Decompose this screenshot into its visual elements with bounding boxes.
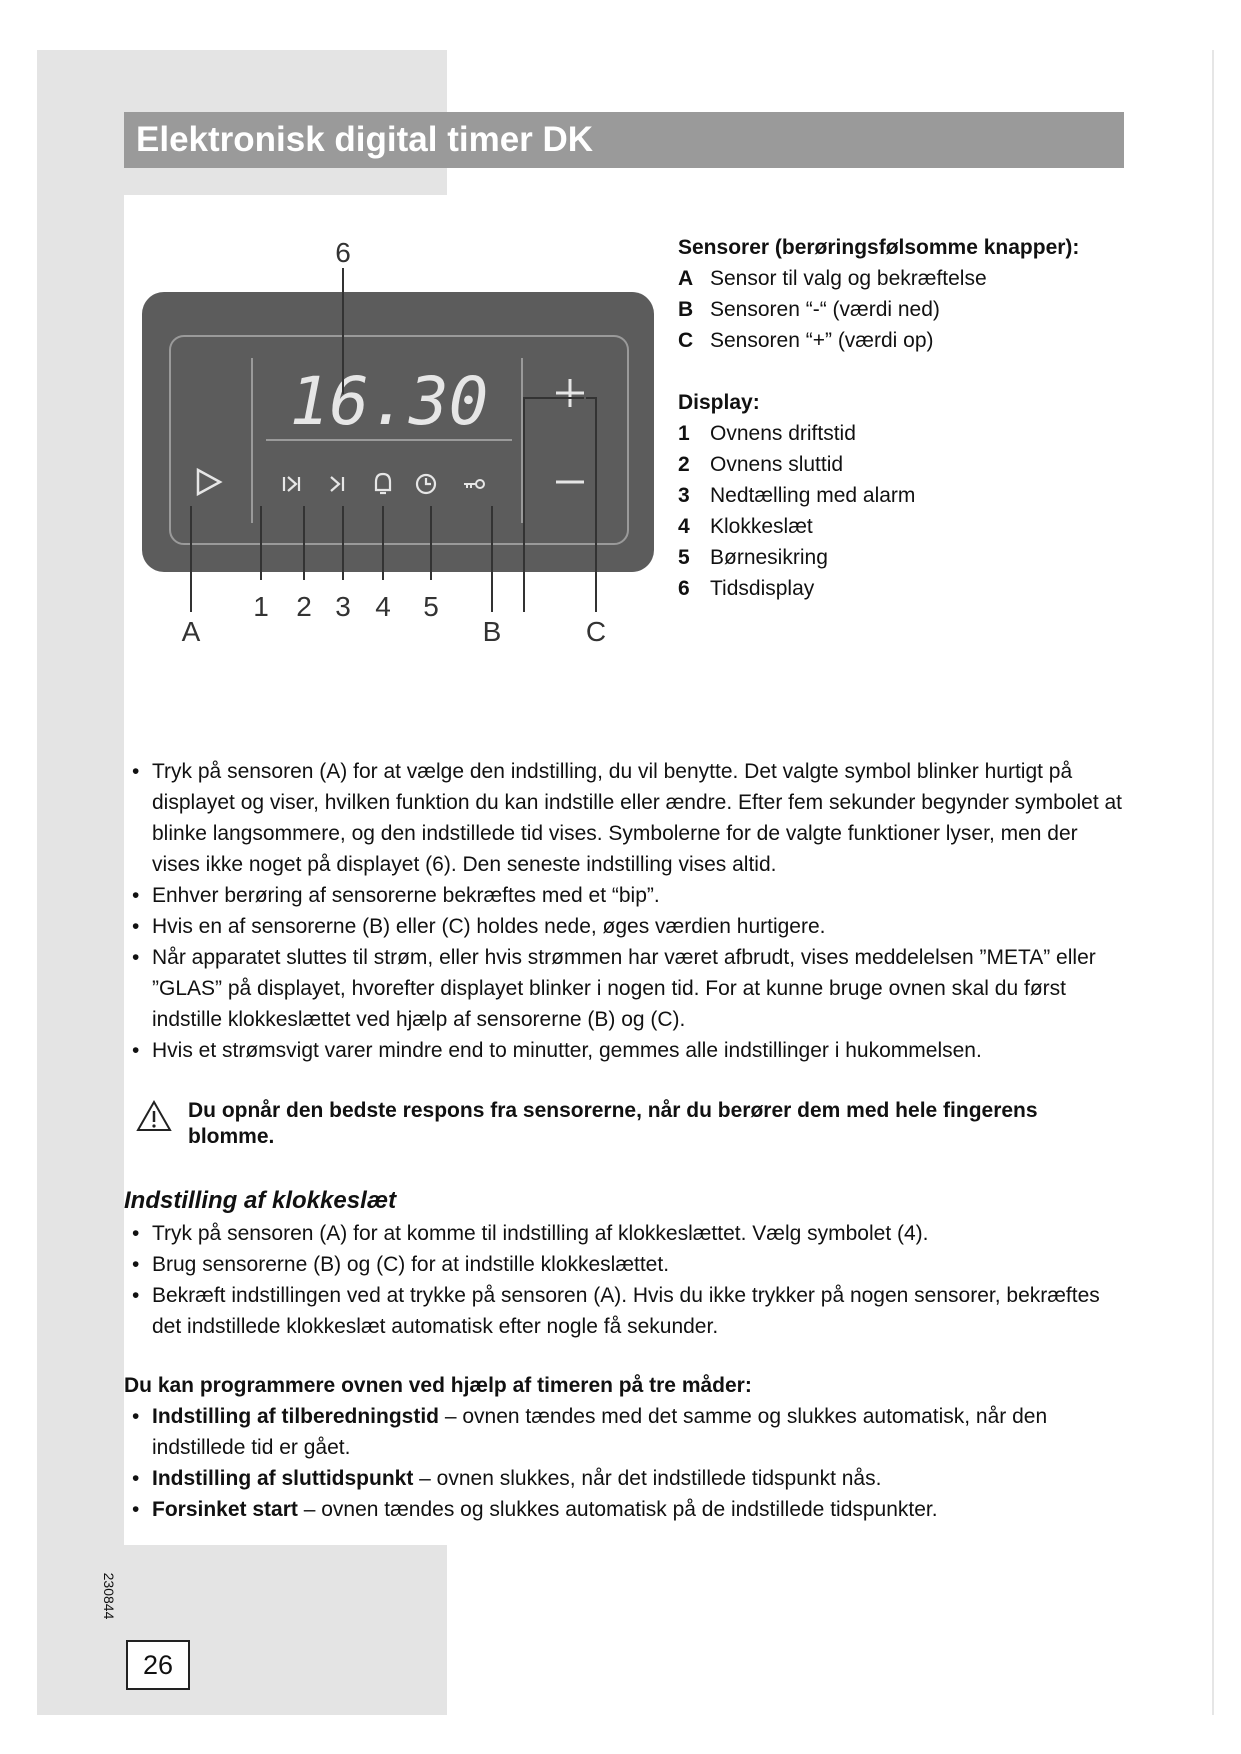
list-item: • Tryk på sensoren (A) for at komme til indstilling af klokkeslættet. Vælg symbolet (4). xyxy=(124,1218,1124,1249)
clock-section xyxy=(124,1184,1124,1342)
general-notes xyxy=(124,756,1124,1066)
mode-name: Forsinket start xyxy=(152,1498,298,1521)
document-number-text: 230844 xyxy=(101,1572,117,1620)
display-key: 1 xyxy=(678,422,690,445)
timer-diagram xyxy=(124,228,684,658)
display-item xyxy=(678,542,1118,573)
callout-b: B xyxy=(482,616,502,647)
display-item xyxy=(678,573,1118,604)
display-heading: Display: xyxy=(678,391,760,414)
mode-text: – ovnen tændes med det samme og slukkes automatisk, når den indstillede tid er gået. xyxy=(152,1405,1048,1459)
callout-5: 5 xyxy=(423,591,439,622)
list-item xyxy=(124,1494,1124,1525)
sensor-key: A xyxy=(678,267,694,290)
display-text: Tidsdisplay xyxy=(710,577,815,600)
display-text: Ovnens sluttid xyxy=(710,453,844,476)
list-item xyxy=(124,1401,1124,1463)
display-item xyxy=(678,418,1118,449)
mode-name: Indstilling af tilberedningstid xyxy=(152,1405,439,1428)
display-text: Ovnens driftstid xyxy=(710,422,856,445)
callout-3: 3 xyxy=(335,591,351,622)
warning-icon xyxy=(136,1100,172,1132)
clock-heading: Indstilling af klokkeslæt xyxy=(124,1187,397,1214)
mode-text: – ovnen slukkes, når det indstillede tidspunkt nås. xyxy=(413,1467,882,1490)
right-rule xyxy=(1212,50,1214,1715)
display-key: 6 xyxy=(678,577,690,600)
display-key: 2 xyxy=(678,453,690,476)
warning-note xyxy=(136,1098,1126,1150)
sensor-item xyxy=(678,325,1118,356)
sensor-text: Sensoren “-“ (værdi ned) xyxy=(710,298,940,321)
list-item: • Når apparatet sluttes til strøm, eller hvis strømmen har været afbrudt, vises meddelelsen ”META” eller ”GLAS” på displayet, hvorefter displayet blinker i nogen tid. For at kunne bruge ovnen skal du først indstille klokkeslættet ved hjælp af sensorerne (B) og (C). xyxy=(124,942,1124,1035)
display-item xyxy=(678,480,1118,511)
list-item: • Tryk på sensoren (A) for at vælge den indstilling, du vil benytte. Det valgte symbol blinker hurtigt på displayet og viser, hvilken funktion du kan indstille eller ændre. Efter fem sekunder begynder symbolet at blinke langsommere, og den indstillede tid vises. Symbolerne for de valgte funktioner lyser, men der vises ikke noget på displayet (6). Den seneste indstilling vises altid. xyxy=(124,756,1124,880)
list-item: • Hvis en af sensorerne (B) eller (C) holdes nede, øges værdien hurtigere. xyxy=(124,911,1124,942)
time-display: 16.30 xyxy=(289,363,489,440)
sensors-heading: Sensorer (berøringsfølsomme knapper): xyxy=(678,236,1080,259)
list-item xyxy=(124,1463,1124,1494)
callout-c: C xyxy=(585,616,607,647)
display-key: 5 xyxy=(678,546,690,569)
legend xyxy=(678,232,1118,604)
display-text: Klokkeslæt xyxy=(710,515,813,538)
mode-name: Indstilling af sluttidspunkt xyxy=(152,1467,414,1490)
display-text: Nedtælling med alarm xyxy=(710,484,916,507)
document-number xyxy=(94,1570,122,1630)
page-number: 26 xyxy=(126,1640,190,1690)
callout-a: A xyxy=(181,616,201,647)
title-bar xyxy=(124,112,1124,168)
warning-text: Du opnår den bedste respons fra sensorerne, når du berører dem med hele fingerens blomme. xyxy=(188,1099,1038,1148)
list-item: • Bekræft indstillingen ved at trykke på sensoren (A). Hvis du ikke trykker på nogen sensorer, bekræftes det indstillede klokkeslæt automatisk efter nogle få sekunder. xyxy=(124,1280,1124,1342)
callout-6: 6 xyxy=(335,237,351,268)
display-text: Børnesikring xyxy=(710,546,828,569)
sensor-item xyxy=(678,294,1118,325)
sensor-key: C xyxy=(678,329,694,352)
display-key: 3 xyxy=(678,484,690,507)
callout-2: 2 xyxy=(296,591,312,622)
sensor-key: B xyxy=(678,298,694,321)
page-title: Elektronisk digital timer DK xyxy=(136,120,594,159)
list-item: • Hvis et strømsvigt varer mindre end to minutter, gemmes alle indstillinger i hukommelsen. xyxy=(124,1035,1124,1066)
display-item xyxy=(678,511,1118,542)
sensor-item xyxy=(678,263,1118,294)
program-section xyxy=(124,1370,1124,1525)
callout-1: 1 xyxy=(253,591,269,622)
list-item: • Enhver berøring af sensorerne bekræftes med et “bip”. xyxy=(124,880,1124,911)
callout-4: 4 xyxy=(375,591,391,622)
display-item xyxy=(678,449,1118,480)
sensor-text: Sensor til valg og bekræftelse xyxy=(710,267,987,290)
program-heading: Du kan programmere ovnen ved hjælp af timeren på tre måder: xyxy=(124,1374,752,1397)
mode-text: – ovnen tændes og slukkes automatisk på de indstillede tidspunkter. xyxy=(297,1498,938,1521)
sensor-text: Sensoren “+” (værdi op) xyxy=(710,329,934,352)
display-key: 4 xyxy=(678,515,690,538)
list-item: • Brug sensorerne (B) og (C) for at indstille klokkeslættet. xyxy=(124,1249,1124,1280)
